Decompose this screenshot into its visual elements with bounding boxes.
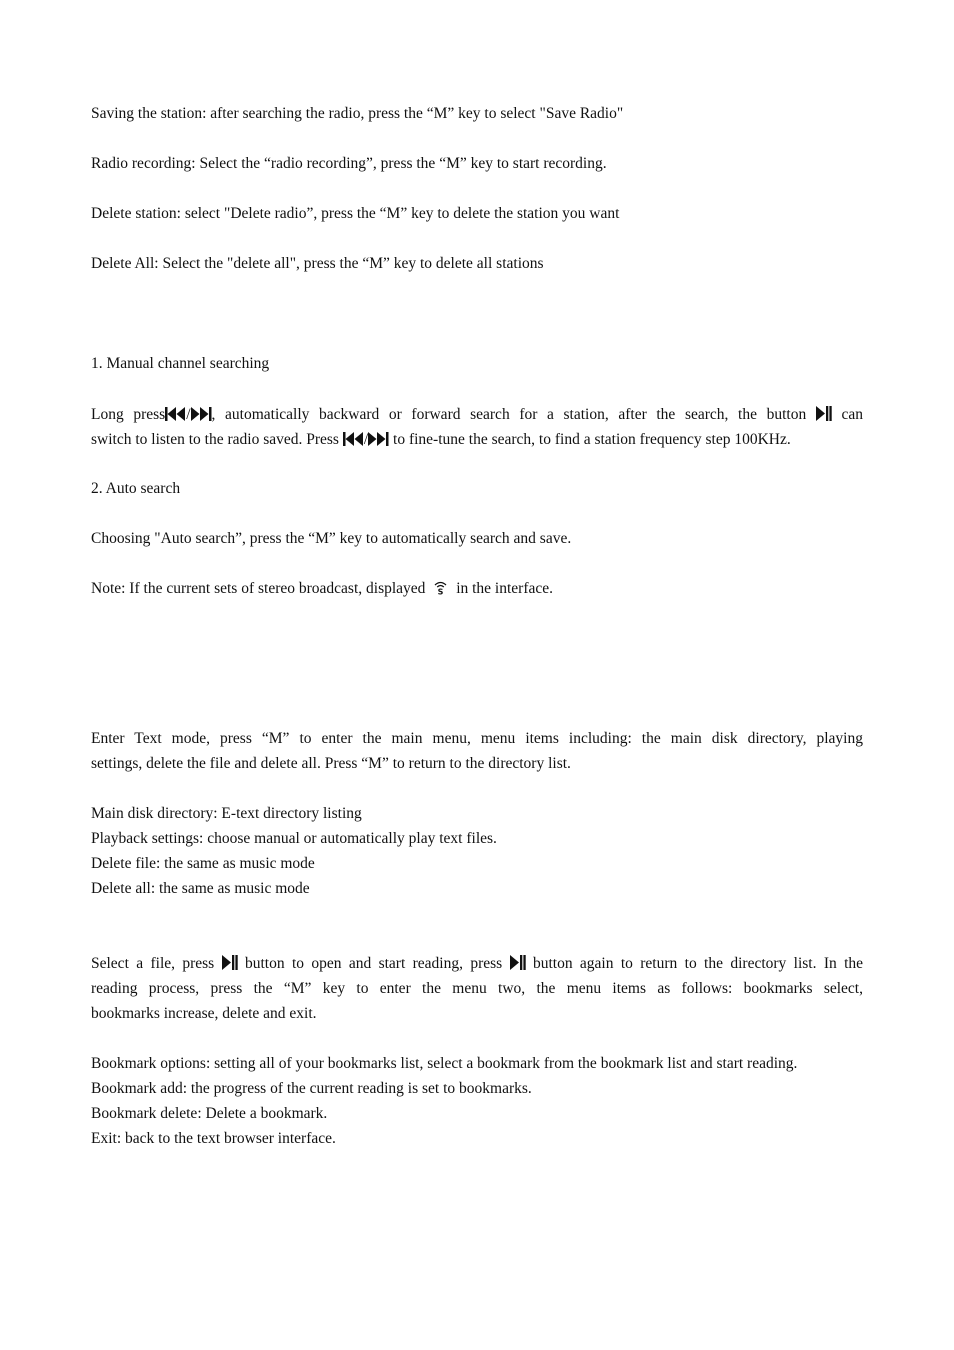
bookmark-delete-text: Bookmark delete: Delete a bookmark.	[91, 1105, 328, 1122]
manual-search-line-1	[91, 402, 863, 427]
stereo-note-part-b: in the interface.	[456, 580, 554, 597]
auto-search-heading: 2. Auto search	[91, 480, 181, 497]
play-pause-icon	[222, 955, 238, 970]
text-mode-intro-line-1: Enter Text mode, press “M” to enter the main menu, menu items including: the main disk directory, playing	[91, 730, 863, 747]
bookmark-add-text: Bookmark add: the progress of the current reading is set to bookmarks.	[91, 1080, 532, 1097]
manual-search-heading: 1. Manual channel searching	[91, 355, 270, 372]
skip-back-icon	[343, 432, 364, 446]
select-file-line-1	[91, 951, 863, 976]
manual-line1-part-c: can	[841, 406, 864, 423]
bookmark-options-text: Bookmark options: setting all of your bookmarks list, select a bookmark from the bookmark list and start reading.	[91, 1055, 798, 1072]
manual-line2-part-b: to fine-tune the search, to find a station frequency step 100KHz.	[393, 431, 791, 448]
manual-line1-sep: /	[186, 406, 191, 423]
select-line1-part-b: button to open and start reading, press	[244, 955, 503, 972]
skip-forward-icon	[368, 432, 389, 446]
manual-line2-part-a: switch to listen to the radio saved. Press	[91, 431, 339, 448]
auto-search-text: Choosing "Auto search”, press the “M” key to automatically search and save.	[91, 530, 572, 547]
manual-line2-sep: /	[363, 431, 369, 448]
exit-text: Exit: back to the text browser interface.	[91, 1130, 336, 1147]
main-disk-directory-text: Main disk directory: E-text directory listing	[91, 805, 362, 822]
delete-file-text: Delete file: the same as music mode	[91, 855, 315, 872]
save-station-text: Saving the station: after searching the radio, press the “M” key to select "Save Radio"	[91, 105, 624, 122]
play-pause-icon	[510, 955, 526, 970]
select-file-line-3: bookmarks increase, delete and exit.	[91, 1005, 317, 1022]
delete-all-stations-text: Delete All: Select the "delete all", press the “M” key to delete all stations	[91, 255, 544, 272]
delete-all-text: Delete all: the same as music mode	[91, 880, 310, 897]
select-file-line-2: reading process, press the “M” key to enter the menu two, the menu items as follows: bookmarks select,	[91, 980, 863, 997]
manual-search-line-2	[91, 427, 863, 452]
skip-forward-icon	[191, 407, 212, 421]
stereo-note-part-a: Note: If the current sets of stereo broadcast, displayed	[91, 580, 426, 597]
manual-line1-part-b: , automatically backward or forward search for a station, after the search, the button	[211, 406, 807, 423]
select-line1-part-c: button again to return to the directory list. In the	[532, 955, 864, 972]
stereo-icon	[433, 581, 448, 595]
text-mode-intro-line-2: settings, delete the file and delete all. Press “M” to return to the directory list.	[91, 755, 571, 772]
stereo-note	[91, 576, 863, 601]
delete-station-text: Delete station: select "Delete radio”, press the “M” key to delete the station you want	[91, 205, 620, 222]
radio-recording-text: Radio recording: Select the “radio recording”, press the “M” key to start recording.	[91, 155, 607, 172]
select-line1-part-a: Select a file, press	[91, 955, 215, 972]
skip-back-icon	[165, 407, 186, 421]
manual-line1-part-a: Long press	[91, 406, 166, 423]
play-pause-icon	[816, 406, 832, 421]
svg-text:S: S	[437, 587, 444, 595]
playback-settings-text: Playback settings: choose manual or automatically play text files.	[91, 830, 497, 847]
